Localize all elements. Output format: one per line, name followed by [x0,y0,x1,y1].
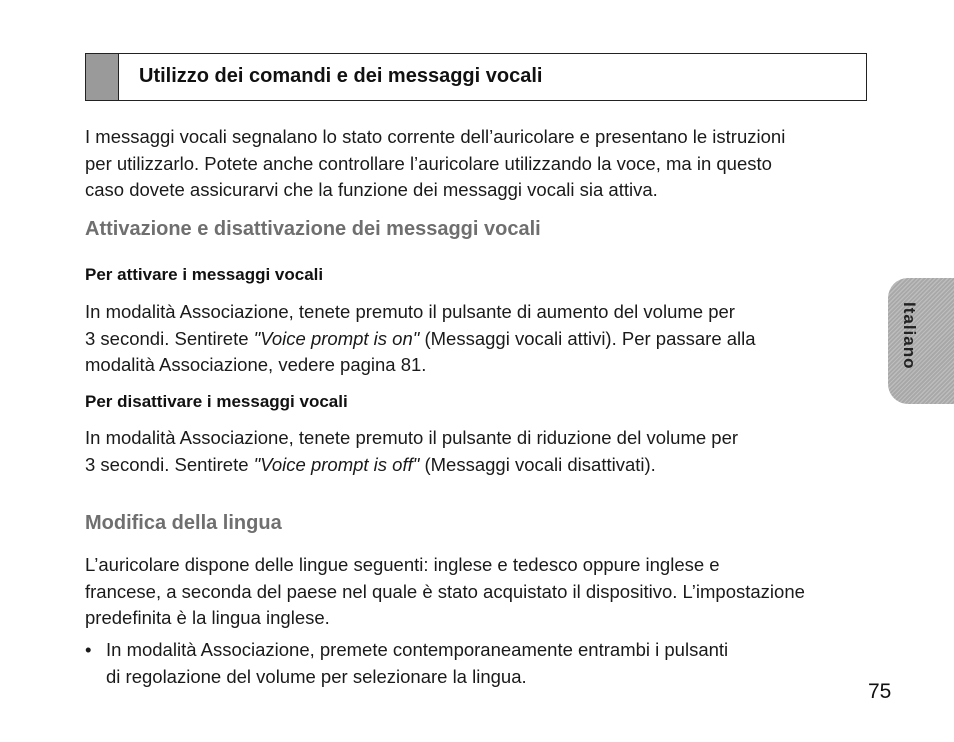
title-accent-bar [86,54,119,100]
heading-enable: Per attivare i messaggi vocali [85,265,324,284]
enable-line: In modalità Associazione, tenete premuto il pulsante di aumento del volume per [85,301,735,322]
heading-language: Modifica della lingua [85,512,282,534]
intro-line: per utilizzarlo. Potete anche controllare l’auricolare utilizzando la voce, ma in questo [85,152,772,174]
intro-line: I messaggi vocali segnalano lo stato corrente dell’auricolare e presentano le istruzioni [85,126,786,147]
disable-line: In modalità Associazione, tenete premuto il pulsante di riduzione del volume per [85,427,739,448]
heading-disable: Per disattivare i messaggi vocali [85,392,348,411]
page-number: 75 [868,680,892,703]
disable-paragraph [85,425,875,478]
intro-paragraph [85,124,875,204]
bullet-text: In modalità Associazione, premete contemporaneamente entrambi i pulsanti di regolazione del volume per selezionare la lingua. [106,639,729,687]
section-title: Utilizzo dei comandi e dei messaggi vocali [139,65,543,87]
language-line: francese, a seconda del paese nel quale è stato acquistato il dispositivo. L’impostazione [85,580,805,602]
language-side-tab [888,278,954,404]
language-tab-label: Italiano [900,302,919,370]
enable-line: 3 secondi. Sentirete "Voice prompt is on" (Messaggi vocali attivi). Per passare alla [85,327,756,349]
heading-activation: Attivazione e disattivazione dei messaggi vocali [85,218,541,240]
section-title-box [85,53,867,101]
intro-line: caso dovete assicurarvi che la funzione dei messaggi vocali sia attiva. [85,179,658,200]
language-line: predefinita è la lingua inglese. [85,607,330,628]
enable-paragraph [85,299,875,379]
voice-prompt-on-quote: "Voice prompt is on" [253,327,420,349]
enable-line: modalità Associazione, vedere pagina 81. [85,354,427,375]
bullet-icon: • [85,639,92,660]
language-line: L’auricolare dispone delle lingue seguenti: inglese e tedesco oppure inglese e [85,554,720,575]
voice-prompt-off-quote: "Voice prompt is off" [253,453,420,475]
language-paragraph [85,552,875,632]
disable-line: 3 secondi. Sentirete "Voice prompt is off" (Messaggi vocali disattivati). [85,453,656,475]
